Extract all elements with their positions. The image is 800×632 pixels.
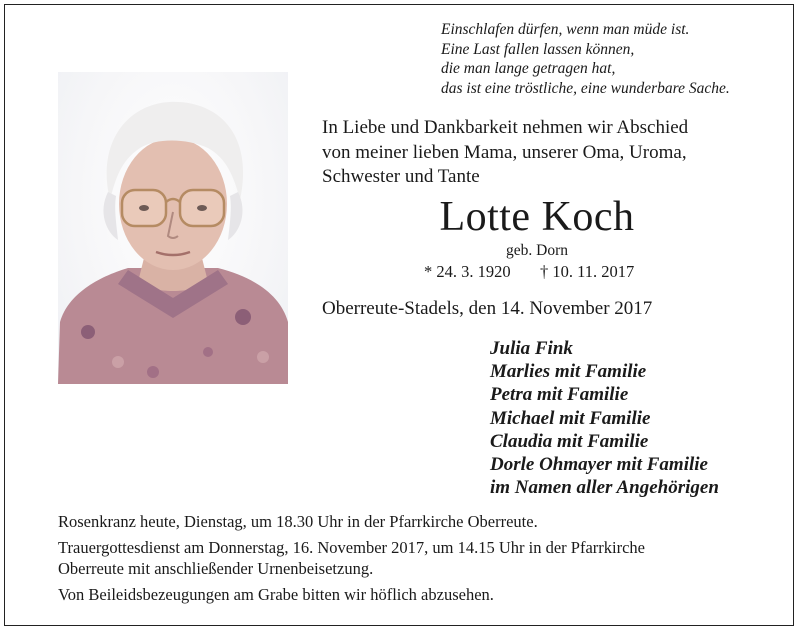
birth-date: * 24. 3. 1920 xyxy=(424,262,511,281)
poem xyxy=(441,20,781,98)
service-info xyxy=(58,511,778,605)
portrait-photo xyxy=(58,72,288,384)
mourner: im Namen aller Angehörigen xyxy=(490,477,719,499)
mourner: Marlies mit Familie xyxy=(490,361,647,383)
condolences-note: Von Beileidsbezeugungen am Grabe bitten wir höflich abzusehen. xyxy=(58,584,494,604)
poem-line: das ist eine tröstliche, eine wunderbare Sache. xyxy=(441,79,730,97)
intro-text xyxy=(322,116,752,190)
portrait-illustration xyxy=(58,72,288,384)
mourner: Michael mit Familie xyxy=(490,407,651,429)
mourner: Claudia mit Familie xyxy=(490,430,649,452)
poem-line: Eine Last fallen lassen können, xyxy=(441,40,635,58)
mourners-list xyxy=(490,337,790,499)
place-and-date: Oberreute-Stadels, den 14. November 2017 xyxy=(322,298,653,319)
deceased-name: Lotte Koch xyxy=(439,194,635,240)
intro-line: von meiner lieben Mama, unserer Oma, Uroma, xyxy=(322,141,687,163)
mourner: Dorle Ohmayer mit Familie xyxy=(490,454,708,476)
intro-line: In Liebe und Dankbarkeit nehmen wir Abschied xyxy=(322,117,689,138)
funeral-info-line: Trauergottesdienst am Donnerstag, 16. November 2017, um 14.15 Uhr in der Pfarrkirche xyxy=(58,537,646,557)
intro-line: Schwester und Tante xyxy=(322,166,480,187)
mourner: Julia Fink xyxy=(490,338,573,359)
poem-line: die man lange getragen hat, xyxy=(441,60,616,77)
death-date: † 10. 11. 2017 xyxy=(540,262,635,281)
rosary-info: Rosenkranz heute, Dienstag, um 18.30 Uhr in der Pfarrkirche Oberreute. xyxy=(58,512,538,531)
maiden-name: geb. Dorn xyxy=(506,242,568,259)
poem-line: Einschlafen dürfen, wenn man müde ist. xyxy=(441,21,690,38)
mourner: Petra mit Familie xyxy=(490,384,629,406)
funeral-info-line: Oberreute mit anschließender Urnenbeisetzung. xyxy=(58,559,374,578)
